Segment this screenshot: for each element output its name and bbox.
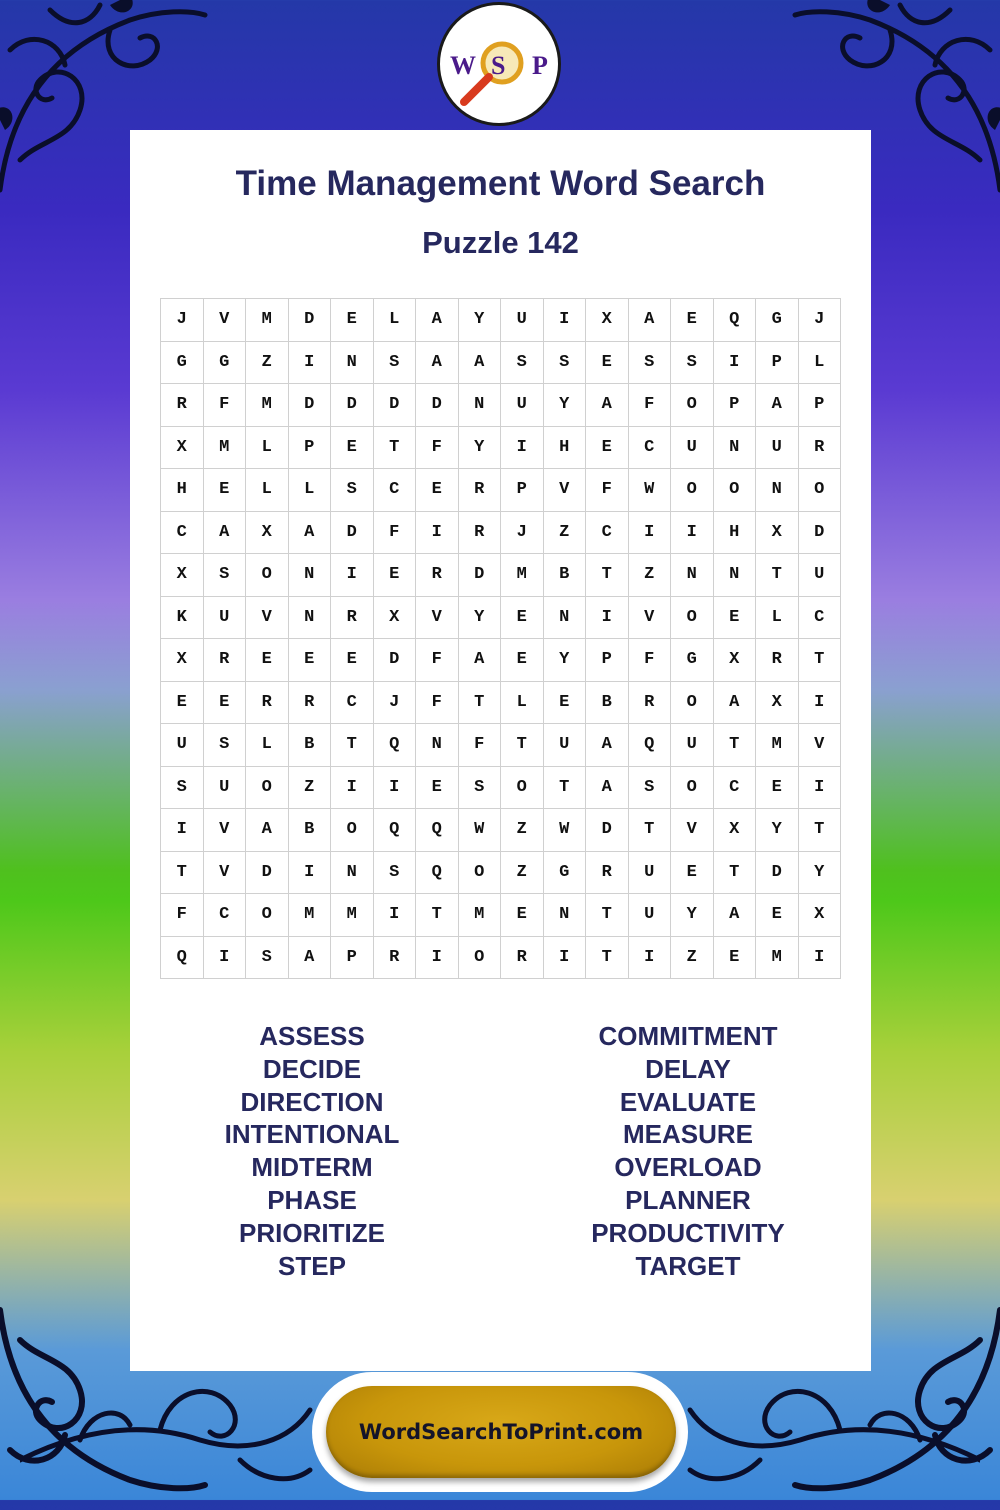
grid-cell: B: [289, 809, 332, 852]
grid-cell: C: [799, 597, 842, 640]
grid-cell: B: [586, 682, 629, 725]
grid-cell: G: [671, 639, 714, 682]
grid-cell: Y: [459, 299, 502, 342]
grid-cell: O: [671, 384, 714, 427]
grid-cell: U: [501, 299, 544, 342]
grid-cell: R: [246, 682, 289, 725]
grid-cell: P: [586, 639, 629, 682]
grid-cell: T: [799, 809, 842, 852]
grid-cell: O: [246, 554, 289, 597]
grid-cell: O: [671, 597, 714, 640]
grid-cell: A: [714, 894, 757, 937]
grid-cell: S: [544, 342, 587, 385]
grid-cell: I: [161, 809, 204, 852]
grid-cell: F: [374, 512, 417, 555]
grid-cell: X: [714, 639, 757, 682]
grid-cell: X: [161, 639, 204, 682]
grid-cell: C: [629, 427, 672, 470]
grid-cell: B: [544, 554, 587, 597]
grid-cell: E: [331, 299, 374, 342]
grid-cell: T: [714, 852, 757, 895]
grid-cell: P: [289, 427, 332, 470]
logo-letter-s: S: [491, 51, 506, 80]
grid-cell: C: [586, 512, 629, 555]
grid-cell: T: [374, 427, 417, 470]
grid-cell: I: [416, 512, 459, 555]
grid-cell: O: [331, 809, 374, 852]
grid-cell: F: [416, 682, 459, 725]
grid-cell: O: [671, 469, 714, 512]
grid-cell: T: [161, 852, 204, 895]
grid-cell: U: [629, 852, 672, 895]
word-list-item: TARGET: [635, 1250, 741, 1281]
grid-cell: E: [756, 894, 799, 937]
grid-cell: A: [289, 512, 332, 555]
grid-cell: Y: [799, 852, 842, 895]
grid-cell: E: [289, 639, 332, 682]
grid-cell: X: [756, 682, 799, 725]
grid-cell: I: [289, 342, 332, 385]
grid-cell: I: [714, 342, 757, 385]
grid-cell: Z: [289, 767, 332, 810]
grid-cell: R: [501, 937, 544, 980]
grid-cell: A: [459, 342, 502, 385]
grid-cell: N: [544, 597, 587, 640]
grid-cell: Q: [714, 299, 757, 342]
grid-cell: D: [331, 384, 374, 427]
grid-cell: I: [799, 682, 842, 725]
grid-cell: A: [629, 299, 672, 342]
grid-cell: O: [501, 767, 544, 810]
grid-cell: C: [331, 682, 374, 725]
grid-cell: P: [501, 469, 544, 512]
grid-cell: E: [671, 299, 714, 342]
grid-cell: R: [331, 597, 374, 640]
grid-cell: X: [586, 299, 629, 342]
grid-cell: Q: [416, 852, 459, 895]
grid-cell: P: [714, 384, 757, 427]
grid-cell: Q: [629, 724, 672, 767]
grid-cell: Q: [374, 724, 417, 767]
grid-cell: I: [629, 937, 672, 980]
word-list-item: OVERLOAD: [614, 1152, 762, 1183]
grid-cell: F: [629, 639, 672, 682]
grid-cell: C: [374, 469, 417, 512]
grid-cell: E: [501, 639, 544, 682]
grid-cell: S: [374, 852, 417, 895]
grid-cell: Z: [501, 852, 544, 895]
grid-cell: S: [501, 342, 544, 385]
grid-cell: E: [331, 639, 374, 682]
grid-cell: R: [459, 469, 502, 512]
word-list-item: COMMITMENT: [598, 1021, 778, 1051]
word-list-item: PRODUCTIVITY: [591, 1217, 785, 1248]
grid-cell: I: [671, 512, 714, 555]
word-list-item: PHASE: [267, 1184, 357, 1215]
grid-cell: I: [799, 767, 842, 810]
grid-cell: D: [331, 512, 374, 555]
word-list-item: DELAY: [645, 1053, 731, 1084]
grid-cell: U: [799, 554, 842, 597]
grid-cell: I: [331, 554, 374, 597]
word-list-item: STEP: [278, 1250, 346, 1281]
grid-cell: N: [714, 554, 757, 597]
word-list-right: [538, 1020, 838, 1282]
grid-cell: M: [289, 894, 332, 937]
grid-cell: M: [246, 299, 289, 342]
grid-cell: L: [289, 469, 332, 512]
grid-cell: T: [459, 682, 502, 725]
grid-cell: V: [204, 852, 247, 895]
grid-cell: E: [501, 894, 544, 937]
grid-cell: K: [161, 597, 204, 640]
grid-cell: A: [756, 384, 799, 427]
grid-cell: E: [246, 639, 289, 682]
grid-cell: D: [289, 299, 332, 342]
grid-cell: M: [246, 384, 289, 427]
grid-cell: Y: [756, 809, 799, 852]
grid-cell: R: [416, 554, 459, 597]
grid-cell: Z: [544, 512, 587, 555]
grid-cell: O: [799, 469, 842, 512]
grid-cell: F: [459, 724, 502, 767]
grid-cell: B: [289, 724, 332, 767]
grid-cell: D: [416, 384, 459, 427]
grid-cell: R: [374, 937, 417, 980]
grid-cell: U: [671, 724, 714, 767]
grid-cell: D: [799, 512, 842, 555]
grid-cell: W: [629, 469, 672, 512]
grid-cell: R: [629, 682, 672, 725]
grid-cell: T: [586, 554, 629, 597]
grid-cell: O: [459, 852, 502, 895]
grid-cell: T: [416, 894, 459, 937]
grid-cell: I: [374, 894, 417, 937]
grid-cell: L: [799, 342, 842, 385]
grid-cell: J: [374, 682, 417, 725]
grid-cell: V: [671, 809, 714, 852]
grid-cell: V: [204, 809, 247, 852]
grid-cell: W: [544, 809, 587, 852]
grid-cell: V: [544, 469, 587, 512]
grid-cell: A: [586, 724, 629, 767]
grid-cell: F: [416, 427, 459, 470]
grid-cell: T: [331, 724, 374, 767]
grid-cell: M: [501, 554, 544, 597]
grid-cell: W: [459, 809, 502, 852]
grid-cell: E: [501, 597, 544, 640]
grid-cell: O: [246, 894, 289, 937]
grid-cell: X: [799, 894, 842, 937]
grid-cell: E: [586, 427, 629, 470]
grid-cell: H: [544, 427, 587, 470]
grid-cell: I: [331, 767, 374, 810]
grid-cell: N: [544, 894, 587, 937]
grid-cell: E: [586, 342, 629, 385]
grid-cell: L: [501, 682, 544, 725]
word-list-item: MIDTERM: [251, 1152, 373, 1183]
grid-cell: R: [204, 639, 247, 682]
site-logo[interactable]: [437, 2, 561, 126]
grid-cell: O: [459, 937, 502, 980]
grid-cell: T: [629, 809, 672, 852]
grid-cell: X: [161, 554, 204, 597]
grid-cell: R: [799, 427, 842, 470]
grid-cell: D: [289, 384, 332, 427]
grid-cell: I: [374, 767, 417, 810]
grid-cell: D: [374, 639, 417, 682]
grid-cell: U: [501, 384, 544, 427]
grid-cell: Y: [459, 427, 502, 470]
grid-cell: I: [544, 937, 587, 980]
grid-cell: R: [161, 384, 204, 427]
grid-cell: T: [586, 894, 629, 937]
grid-cell: T: [799, 639, 842, 682]
grid-cell: Y: [671, 894, 714, 937]
grid-cell: X: [374, 597, 417, 640]
grid-cell: C: [161, 512, 204, 555]
grid-cell: U: [161, 724, 204, 767]
grid-cell: Y: [459, 597, 502, 640]
grid-cell: V: [799, 724, 842, 767]
grid-cell: R: [756, 639, 799, 682]
word-list-item: INTENTIONAL: [224, 1119, 400, 1150]
logo-letter-w: W: [450, 51, 476, 80]
grid-cell: M: [459, 894, 502, 937]
grid-cell: Q: [161, 937, 204, 980]
grid-cell: T: [714, 724, 757, 767]
word-list-item: MEASURE: [622, 1119, 753, 1150]
grid-cell: V: [204, 299, 247, 342]
grid-cell: N: [714, 427, 757, 470]
grid-cell: T: [586, 937, 629, 980]
grid-cell: D: [586, 809, 629, 852]
page-title: Time Management Word Search: [235, 164, 766, 203]
grid-cell: G: [161, 342, 204, 385]
grid-cell: A: [586, 384, 629, 427]
grid-cell: F: [416, 639, 459, 682]
grid-cell: H: [161, 469, 204, 512]
grid-cell: V: [416, 597, 459, 640]
grid-cell: P: [756, 342, 799, 385]
letter-grid: [160, 298, 841, 979]
grid-cell: S: [629, 342, 672, 385]
grid-cell: E: [204, 469, 247, 512]
grid-cell: A: [289, 937, 332, 980]
grid-cell: G: [544, 852, 587, 895]
grid-cell: N: [289, 597, 332, 640]
grid-cell: D: [246, 852, 289, 895]
grid-cell: I: [204, 937, 247, 980]
grid-cell: N: [289, 554, 332, 597]
grid-cell: I: [586, 597, 629, 640]
grid-cell: N: [671, 554, 714, 597]
grid-cell: F: [586, 469, 629, 512]
grid-cell: N: [331, 342, 374, 385]
grid-cell: M: [756, 724, 799, 767]
grid-cell: I: [629, 512, 672, 555]
grid-cell: F: [161, 894, 204, 937]
grid-cell: L: [246, 469, 289, 512]
grid-cell: Q: [416, 809, 459, 852]
grid-cell: N: [331, 852, 374, 895]
grid-cell: X: [246, 512, 289, 555]
grid-cell: P: [331, 937, 374, 980]
logo-letter-p: P: [532, 51, 548, 80]
grid-cell: A: [714, 682, 757, 725]
grid-cell: T: [501, 724, 544, 767]
grid-cell: I: [799, 937, 842, 980]
grid-cell: E: [374, 554, 417, 597]
word-list-item: PLANNER: [625, 1184, 751, 1215]
grid-cell: S: [671, 342, 714, 385]
grid-cell: A: [459, 639, 502, 682]
grid-cell: O: [671, 682, 714, 725]
grid-cell: T: [756, 554, 799, 597]
grid-cell: R: [459, 512, 502, 555]
grid-cell: Y: [544, 639, 587, 682]
grid-cell: U: [671, 427, 714, 470]
grid-cell: X: [714, 809, 757, 852]
grid-cell: S: [204, 554, 247, 597]
grid-cell: Y: [544, 384, 587, 427]
grid-cell: U: [544, 724, 587, 767]
grid-cell: Z: [246, 342, 289, 385]
grid-cell: U: [204, 767, 247, 810]
grid-cell: S: [459, 767, 502, 810]
word-list-item: EVALUATE: [619, 1086, 757, 1117]
grid-cell: U: [629, 894, 672, 937]
word-list-item: ASSESS: [259, 1021, 365, 1051]
word-list-item: DECIDE: [262, 1053, 362, 1084]
grid-cell: R: [586, 852, 629, 895]
grid-cell: F: [629, 384, 672, 427]
grid-cell: G: [204, 342, 247, 385]
grid-cell: F: [204, 384, 247, 427]
grid-cell: L: [756, 597, 799, 640]
grid-cell: E: [416, 469, 459, 512]
grid-cell: A: [204, 512, 247, 555]
grid-cell: G: [756, 299, 799, 342]
grid-cell: E: [714, 937, 757, 980]
grid-cell: E: [714, 597, 757, 640]
grid-cell: O: [671, 767, 714, 810]
grid-cell: J: [501, 512, 544, 555]
grid-cell: A: [586, 767, 629, 810]
grid-cell: X: [161, 427, 204, 470]
grid-cell: E: [544, 682, 587, 725]
grid-cell: E: [204, 682, 247, 725]
grid-cell: L: [246, 724, 289, 767]
word-list-item: DIRECTION: [240, 1086, 384, 1117]
grid-cell: A: [416, 342, 459, 385]
grid-cell: V: [246, 597, 289, 640]
grid-cell: E: [756, 767, 799, 810]
grid-cell: S: [204, 724, 247, 767]
grid-cell: M: [756, 937, 799, 980]
grid-cell: X: [756, 512, 799, 555]
grid-cell: D: [756, 852, 799, 895]
grid-cell: L: [246, 427, 289, 470]
grid-cell: S: [161, 767, 204, 810]
grid-cell: P: [799, 384, 842, 427]
grid-cell: I: [501, 427, 544, 470]
grid-cell: L: [374, 299, 417, 342]
grid-cell: O: [246, 767, 289, 810]
grid-cell: S: [331, 469, 374, 512]
grid-cell: N: [459, 384, 502, 427]
puzzle-number: Puzzle 142: [422, 225, 579, 260]
grid-cell: N: [756, 469, 799, 512]
grid-cell: A: [416, 299, 459, 342]
grid-cell: U: [756, 427, 799, 470]
grid-cell: A: [246, 809, 289, 852]
grid-cell: Q: [374, 809, 417, 852]
grid-cell: S: [246, 937, 289, 980]
grid-cell: J: [799, 299, 842, 342]
grid-cell: E: [161, 682, 204, 725]
grid-cell: C: [714, 767, 757, 810]
grid-cell: M: [204, 427, 247, 470]
grid-cell: J: [161, 299, 204, 342]
grid-cell: U: [204, 597, 247, 640]
grid-cell: Z: [501, 809, 544, 852]
grid-cell: S: [374, 342, 417, 385]
grid-cell: E: [416, 767, 459, 810]
grid-cell: O: [714, 469, 757, 512]
grid-cell: Z: [629, 554, 672, 597]
grid-cell: D: [374, 384, 417, 427]
grid-cell: N: [416, 724, 459, 767]
grid-cell: R: [289, 682, 332, 725]
grid-cell: S: [629, 767, 672, 810]
word-list-item: PRIORITIZE: [239, 1217, 385, 1248]
grid-cell: D: [459, 554, 502, 597]
grid-cell: H: [714, 512, 757, 555]
grid-cell: E: [671, 852, 714, 895]
grid-cell: V: [629, 597, 672, 640]
word-list-left: [162, 1020, 462, 1282]
site-link-button[interactable]: WordSearchToPrint.com: [326, 1386, 676, 1478]
grid-cell: Z: [671, 937, 714, 980]
grid-cell: M: [331, 894, 374, 937]
grid-cell: I: [289, 852, 332, 895]
grid-cell: T: [544, 767, 587, 810]
grid-cell: I: [416, 937, 459, 980]
grid-cell: C: [204, 894, 247, 937]
grid-cell: E: [331, 427, 374, 470]
grid-cell: I: [544, 299, 587, 342]
